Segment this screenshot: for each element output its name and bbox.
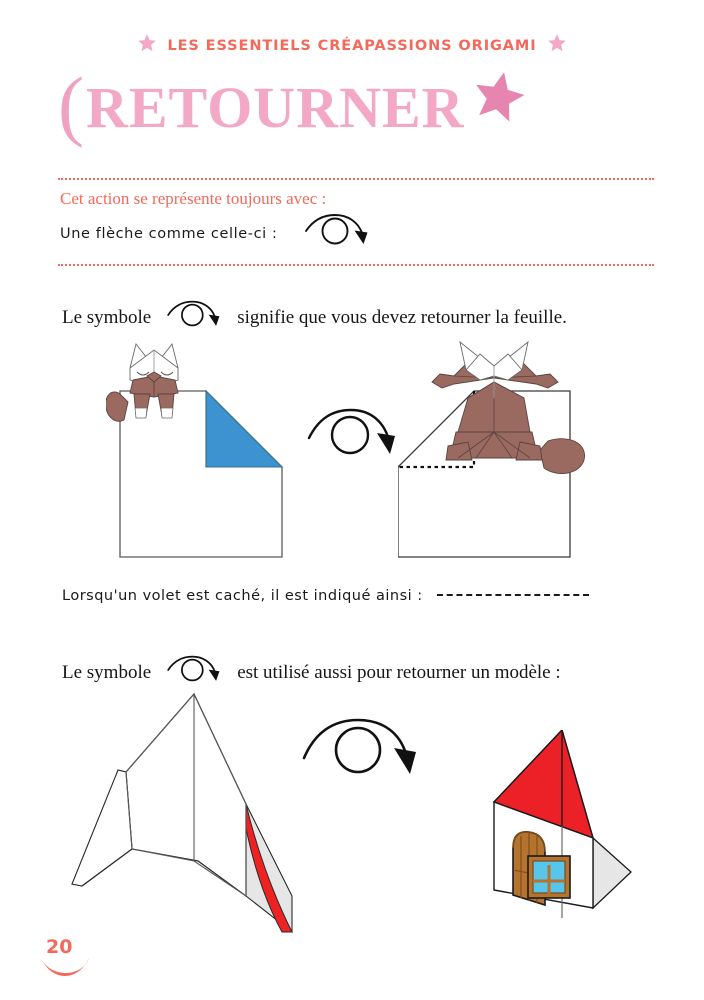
sentence-1-pre: Le symbole <box>62 307 152 328</box>
origami-house-open-figure <box>60 686 320 941</box>
sentence-flip-sheet <box>62 300 567 336</box>
flip-arrow-icon <box>305 404 397 465</box>
title-paren: ( <box>58 61 84 148</box>
title-text: RETOURNER <box>85 75 465 140</box>
callout-line-2-text: Une flèche comme celle-ci : <box>60 225 278 242</box>
callout-box <box>58 178 654 266</box>
origami-cat-front-figure <box>106 336 296 576</box>
origami-house-front-figure <box>395 730 645 925</box>
star-icon <box>547 33 567 58</box>
page-number <box>38 936 98 984</box>
sentence-2-post: est utilisé aussi pour retourner un modèle : <box>237 662 561 683</box>
page-title <box>58 61 527 148</box>
page-number-text: 20 <box>46 936 73 958</box>
flip-arrow-icon <box>304 213 370 254</box>
flip-arrow-icon <box>165 300 223 336</box>
callout-line-2 <box>58 213 654 254</box>
hidden-flap-note-text: Lorsqu'un volet est caché, il est indiqué ainsi : <box>62 588 423 604</box>
origami-cat-back-figure <box>398 336 598 576</box>
dashed-line-sample <box>437 594 589 596</box>
star-icon <box>471 68 527 129</box>
header-kicker-text: LES ESSENTIELS CRÉAPASSIONS ORIGAMI <box>167 37 537 54</box>
star-icon <box>137 33 157 58</box>
sentence-1-post: signifie que vous devez retourner la feuille. <box>237 307 567 328</box>
callout-line-1: Cet action se représente toujours avec : <box>60 189 327 208</box>
hidden-flap-note <box>62 588 589 604</box>
sentence-2-pre: Le symbole <box>62 662 152 683</box>
header-kicker <box>0 33 704 58</box>
